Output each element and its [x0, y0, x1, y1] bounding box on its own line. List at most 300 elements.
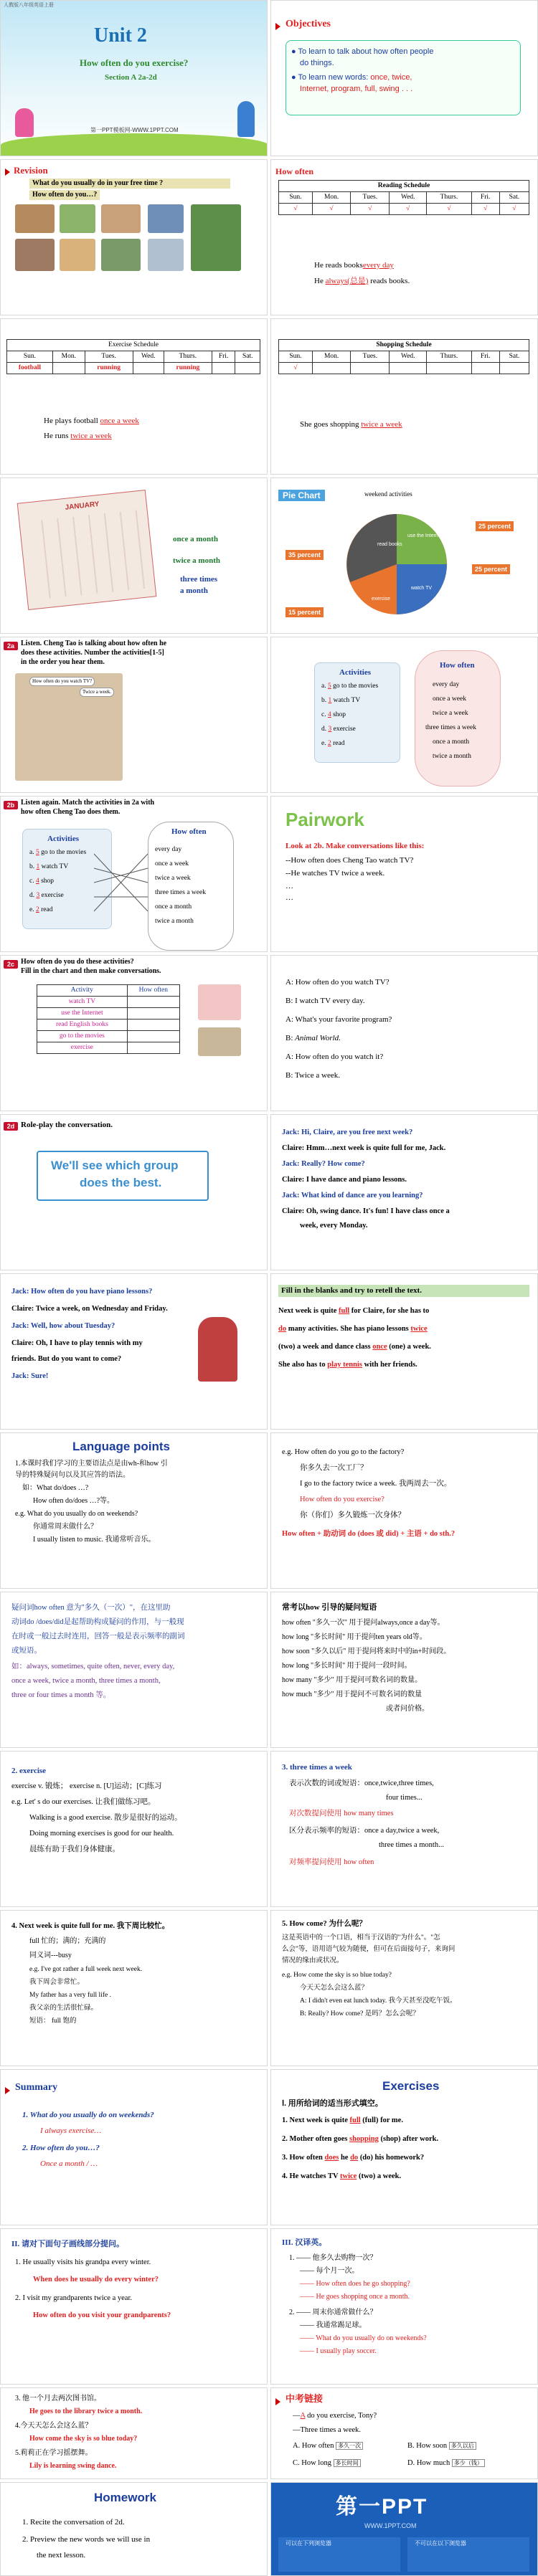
retell-text: many activities. She has piano lessons	[286, 1325, 411, 1333]
conv-l6: B: Twice a week.	[285, 1071, 341, 1080]
small-title: 人教版八年级英语上册	[4, 3, 54, 8]
dialog1-l7: week, every Monday.	[300, 1222, 368, 1230]
times-l4: 区分表示频率的短语：once a day,twice a week,	[289, 1827, 440, 1835]
conv-l1: A: How often do you watch TV?	[285, 978, 390, 987]
lang-l2: 导的特殊疑问句以及其应答的语法。	[15, 1471, 130, 1479]
activity-cell: use the Internet	[37, 1008, 128, 1020]
num-answer: 2	[327, 740, 331, 747]
mark-cell: √	[312, 204, 351, 215]
translate-l5: 2. —— 周末你通常做什么？	[289, 2309, 377, 2316]
translate2-l4: How come the sky is so blue today?	[29, 2435, 138, 2443]
howphr-l6: how much "多少" 用于提问不可数名词的数量	[282, 1691, 423, 1698]
zk-note: 多长时间	[334, 2459, 361, 2467]
activity-cell	[52, 363, 85, 374]
activity-cell: go to the movies	[37, 1031, 128, 1042]
task-number: 2a	[4, 642, 18, 650]
zk-option-a[interactable]: A. How often	[293, 2442, 334, 2450]
howcome-l3: 么会"等，语用语气较为随便，但可在后面接句子，来询问	[282, 1946, 456, 1953]
activity-item: watch TV	[333, 697, 361, 704]
num-answer: 5	[327, 683, 331, 690]
slide-2d	[0, 1114, 268, 1270]
slide-2b: 2b Listen again. Match the activities in 2a with how often Cheng Tao does them. Activities a. 5 go to the movies b. 1 watch TV c. 4 shop d. 3 exercise e. 2 read How often every day once a week twice a week three times a week once a month twice a month	[0, 796, 268, 952]
dancers-image	[198, 1317, 237, 1382]
slide-pairwork	[270, 796, 538, 952]
slide-revision	[0, 159, 268, 315]
cal-twice: twice a month	[173, 556, 220, 565]
exercise-line2-pre: He runs	[44, 432, 69, 440]
shopping-caption: Shopping Schedule	[279, 340, 529, 351]
slide-2c	[0, 955, 268, 1111]
task-number: 2d	[4, 1122, 18, 1131]
slide-how-phrases	[270, 1592, 538, 1748]
full-l6: My father has a very full life .	[29, 1992, 111, 1999]
pairwork-title: Pairwork	[285, 809, 364, 830]
num-answer: 3	[328, 726, 332, 733]
final-brand: 第一PPT	[336, 2495, 428, 2519]
zk-question: do you exercise, Tony?	[307, 2412, 377, 2420]
task2d-text: Role-play the conversation.	[21, 1121, 113, 1129]
mark-cell	[312, 363, 351, 374]
slide-reading-schedule	[270, 159, 538, 315]
slide-zhongkao	[270, 2387, 538, 2479]
pairwork-l4: …	[285, 882, 293, 890]
pie-label-exercise: exercise	[372, 597, 391, 602]
day-cell: Tues.	[85, 351, 133, 363]
dialog1-l1: Jack: Hi, Claire, are you free next week?	[282, 1128, 413, 1136]
retell-text: (two) a week and dance class	[278, 1343, 373, 1351]
dialog1-l5: Jack: What kind of dance are you learning?	[282, 1192, 423, 1199]
photo-reading	[15, 204, 55, 233]
slide-language-points	[0, 1432, 268, 1589]
ex2-l2: e.g. Let' s do our exercises. 让我们做练习吧。	[11, 1798, 156, 1806]
pie-pct-2: 25 percent	[472, 564, 510, 574]
conv-l2: B: I watch TV every day.	[285, 997, 365, 1005]
howcome-l6: 今天天怎么会这么蓝？	[300, 1985, 369, 1992]
lang2-l5: 你（你们）多久锻炼一次身体？	[300, 1511, 405, 1519]
answer-cell[interactable]	[127, 1042, 179, 1054]
photo-dance	[60, 239, 95, 271]
lang-title: Language points	[72, 1440, 170, 1453]
translate-l3: —— How often does he go shopping?	[300, 2280, 410, 2288]
full-l2: full 忙的；满的；充满的	[29, 1937, 106, 1945]
conv-l5: A: How often do you watch it?	[285, 1052, 384, 1061]
homework-l2: 2. Preview the new words we will use in	[22, 2535, 151, 2544]
answer-cell[interactable]	[127, 997, 179, 1008]
activity-item: exercise	[333, 726, 356, 733]
exercise-line1-answer: once a week	[100, 417, 139, 425]
exercise-text: (do) his homework?	[358, 2154, 425, 2162]
freq-item: once a week	[155, 860, 189, 868]
howcome-l5: e.g. How come the sky is so blue today?	[282, 1972, 392, 1979]
cal-month: a month	[180, 586, 208, 595]
day-cell: Wed.	[390, 192, 427, 204]
boy-figure	[237, 101, 255, 137]
mark-cell: √	[499, 204, 529, 215]
homework-title: Homework	[94, 2491, 156, 2504]
full-l1: 4. Next week is quite full for me. 我下周比较忙。	[11, 1922, 170, 1930]
revision-q2: How often do you…?	[29, 190, 100, 200]
ex2-l1: exercise v. 锻炼； exercise n. [U]运动；[C]练习	[11, 1782, 162, 1790]
exercise-caption: Exercise Schedule	[7, 340, 260, 351]
pie-label-read: read books	[377, 542, 402, 547]
mark-cell: √	[471, 204, 499, 215]
full-l8: 短语： full 饱的	[29, 2017, 77, 2025]
howoften-l3: 在时或一般过去时连用，回答一般是表示频率的副词	[11, 1632, 185, 1640]
reading-table	[278, 180, 529, 215]
task2a-line3: in the order you hear them.	[21, 658, 105, 666]
lang2-l4: How often do you exercise?	[300, 1496, 384, 1503]
howphr-l3: how soon "多久以后" 用于提问将来时中的in+时间段。	[282, 1648, 451, 1655]
howcome-l8: B: Really? How come? 是吗？怎么会呢？	[300, 2010, 420, 2017]
lang-l3: 如：What do/does …?	[22, 1484, 89, 1492]
photo-park	[101, 239, 141, 271]
full-l4: e.g. I've got rather a full week next week.	[29, 1966, 143, 1973]
ex2-l5: 晨练有助于我们身体健康。	[29, 1845, 120, 1853]
mark-cell	[427, 363, 471, 374]
reading-line2-pre: He	[314, 277, 326, 285]
lang-l1: 1.本课时我们学习的主要语法点是由wh-和how 引	[15, 1460, 168, 1468]
final-col1: 可以在下列浏览器	[285, 2540, 331, 2547]
lang-l6: 你通常周末做什么？	[33, 1523, 98, 1531]
zk-note: 多久一次	[336, 2442, 363, 2450]
freq-item: twice a month	[155, 918, 194, 925]
lang-l5: e.g. What do you usually do on weekends?	[15, 1510, 138, 1518]
slide-dialog2	[0, 1273, 268, 1430]
zk-note: 多少（钱）	[452, 2459, 485, 2467]
activity-cell: exercise	[37, 1042, 128, 1054]
howphr-l4: how long "多长时间" 用于提问一段时间。	[282, 1662, 412, 1670]
lang2-l3: I go to the factory twice a week. 我两周去一次。	[300, 1480, 452, 1488]
exercise-text: (shop) after work.	[378, 2135, 439, 2143]
shopping-line-pre: She goes shopping	[300, 420, 359, 429]
dialog1-l3: Jack: Really? How come?	[282, 1160, 365, 1168]
retell-answer: do	[278, 1325, 287, 1333]
homework-l3: the next lesson.	[37, 2551, 86, 2560]
activity-cell: running	[164, 363, 212, 374]
day-cell: Thurs.	[164, 351, 212, 363]
full-l7: 我父亲的生活很忙碌。	[29, 2005, 98, 2012]
mark-cell: √	[390, 204, 427, 215]
howphr-title: 常考以how 引导的疑问短语	[282, 1603, 377, 1612]
dialog2-l5: friends. But do you want to come?	[11, 1355, 122, 1363]
translate-l6: —— 我通常踢足球。	[300, 2321, 367, 2329]
activity-item: exercise	[41, 892, 64, 899]
howcome-l4: 情况的缘由或状况。	[282, 1957, 344, 1964]
howoften-l5: 如：always, sometimes, quite often, never, every day,	[11, 1663, 175, 1670]
day-cell: Tues.	[351, 192, 390, 204]
activity-item: shop	[333, 711, 346, 718]
lang-l4: How often do/does …?等。	[33, 1497, 115, 1505]
task-number: 2c	[4, 960, 18, 969]
dialog1-l6: Claire: Oh, swing dance. It's fun! I have class once a	[282, 1207, 450, 1215]
retell-text: She also has to	[278, 1361, 328, 1369]
pairwork-l1: Look at 2b. Make conversations like this:	[285, 842, 425, 850]
slide-final	[270, 2482, 538, 2576]
slide-calendar	[0, 477, 268, 634]
exercise-answer: do	[350, 2154, 359, 2162]
day-cell: Mon.	[312, 351, 351, 363]
reading-line2-post: reads books.	[368, 277, 410, 285]
activity-item: read	[333, 740, 345, 747]
reading-line2-answer: always(总是)	[325, 277, 369, 285]
answer-cell[interactable]	[127, 1008, 179, 1020]
summary-l4: Once a month / …	[40, 2159, 98, 2168]
col-howoften: How often	[127, 985, 179, 997]
exercise-text: 4. He watches TV	[282, 2172, 340, 2180]
translate-l1: 1. —— 他多久去购物一次？	[289, 2254, 377, 2262]
photo-football	[60, 204, 95, 233]
freq-item: twice a month	[433, 753, 471, 760]
cal-once: once a month	[173, 535, 218, 543]
calendar-month: JANUARY	[65, 500, 100, 512]
dialog2-l2: Claire: Twice a week, on Wednesday and Friday.	[11, 1305, 168, 1313]
activity-cell	[212, 363, 235, 374]
retell-text: Next week is quite	[278, 1307, 339, 1315]
rewrite-l3: 2. I visit my grandparents twice a year.	[15, 2294, 132, 2302]
exercise-text: 3. How often	[282, 2154, 325, 2162]
mark-cell: √	[279, 204, 313, 215]
slide-shopping-schedule	[270, 318, 538, 475]
howoften-l2: 动词do /does/did是起帮助构成疑问的作用，与一般现	[11, 1618, 184, 1626]
freq-item: once a month	[433, 738, 470, 746]
exercise-line2-answer: twice a week	[70, 432, 112, 440]
slide-translate	[270, 2228, 538, 2385]
shopping-line-answer: twice a week	[361, 420, 402, 429]
slide-piechart	[270, 477, 538, 634]
unit-heading: Unit 2	[94, 24, 147, 47]
slide-2c-conversation	[270, 955, 538, 1111]
slide-objectives: Objectives ● To learn to talk about how often people do things. ● To learn new words: once, twice, Internet, program, full, swing . . .	[270, 0, 538, 156]
translate2-l1: 3. 他一个月去两次图书馆。	[15, 2395, 101, 2402]
reading-caption: Reading Schedule	[279, 181, 529, 192]
dialog2-l6: Jack: Sure!	[11, 1372, 49, 1380]
exercise-answer: shopping	[349, 2135, 379, 2143]
day-cell: Sun.	[279, 351, 313, 363]
day-cell: Sat.	[499, 192, 529, 204]
answer-cell[interactable]	[127, 1031, 179, 1042]
col-howoften: How often	[171, 827, 207, 836]
slide-2a	[0, 637, 268, 793]
slide-howoften-usage	[0, 1592, 268, 1748]
pie-svg	[329, 500, 465, 629]
lang-l7: I usually listen to music. 我通常听音乐。	[33, 1536, 156, 1544]
activity-item: shop	[41, 878, 55, 885]
day-cell: Mon.	[52, 351, 85, 363]
day-cell: Fri.	[471, 351, 499, 363]
task2b-line2: how often Cheng Tao does them.	[21, 808, 121, 816]
photo-outdoor	[191, 204, 241, 271]
howphr-l7: 或者问价格。	[386, 1705, 429, 1713]
activity-cell: running	[85, 363, 133, 374]
translate2-l3: 4.今天天怎么会这么蓝？	[15, 2422, 93, 2430]
mark-cell: √	[427, 204, 471, 215]
rewrite-l1: 1. He usually visits his grandpa every winter.	[15, 2258, 151, 2266]
day-cell: Wed.	[390, 351, 427, 363]
slide-exercise-schedule	[0, 318, 268, 475]
objective-line4: Internet, program, full, swing . . .	[300, 85, 413, 93]
task2a-line1: Listen. Cheng Tao is talking about how often he	[21, 640, 167, 647]
howphr-l2: how long "多长时间" 用于提问ten years old等。	[282, 1633, 427, 1641]
lang2-l1: e.g. How often do you go to the factory?	[282, 1448, 405, 1456]
retell-answer: play tennis	[327, 1361, 362, 1369]
task2c-line1: How often do you do these activities?	[21, 958, 134, 966]
mark-cell: √	[351, 204, 390, 215]
pie-slice-internet	[397, 514, 447, 564]
slide-dialog1	[270, 1114, 538, 1270]
rewrite-title: II. 请对下面句子画线部分提问。	[11, 2240, 125, 2248]
slide-full	[0, 1910, 268, 2066]
mark-cell	[471, 363, 499, 374]
day-cell: Sun.	[279, 192, 313, 204]
times-title: 3. three times a week	[282, 1763, 352, 1772]
exercise-line1-pre: He plays football	[44, 417, 98, 425]
day-cell: Thurs.	[427, 351, 471, 363]
calendar-image	[17, 490, 157, 610]
pie-pct-4: 15 percent	[285, 607, 324, 617]
day-cell: Fri.	[471, 192, 499, 204]
exercises-sub: Ⅰ. 用所给词的适当形式填空。	[282, 2099, 383, 2108]
rewrite-l4: How often do you visit your grandparents?	[33, 2311, 171, 2319]
task2b-line1: Listen again. Match the activities in 2a with	[21, 799, 155, 807]
photo-computer	[148, 204, 184, 233]
day-cell: Fri.	[212, 351, 235, 363]
translate-l8: —— I usually play soccer.	[300, 2347, 377, 2355]
howoften-l4: 或短语。	[11, 1647, 42, 1655]
zk-dash: —	[293, 2412, 301, 2420]
girl-figure	[15, 108, 34, 137]
ex2-l4: Doing morning exercises is good for our health.	[29, 1830, 174, 1838]
slide-lang-howoften	[270, 1432, 538, 1589]
zk-note: 多久以后	[449, 2442, 476, 2450]
howcome-l1: 5. How come? 为什么呢？	[282, 1920, 367, 1928]
task2c-line2: Fill in the chart and then make conversations.	[21, 967, 161, 975]
section-label: Section A 2a-2d	[105, 73, 157, 82]
freq-item: once a week	[433, 695, 466, 703]
num-answer: 4	[327, 711, 331, 718]
clipart-books	[198, 1027, 241, 1056]
day-cell: Sat.	[499, 351, 529, 363]
answer-cell[interactable]	[127, 1020, 179, 1031]
num-answer: 5	[35, 849, 39, 856]
translate-title: III. 汉译英。	[282, 2238, 327, 2247]
exercise-text: 2. Mother often goes	[282, 2135, 349, 2143]
num-answer: 1	[36, 863, 40, 870]
task-number: 2b	[4, 801, 18, 809]
times-l6: 对频率提问使用 how often	[289, 1858, 374, 1866]
exercise-text: (full) for me.	[360, 2116, 403, 2124]
exercise-table	[6, 339, 260, 374]
freq-item: every day	[155, 846, 182, 853]
pie-pct-1: 25 percent	[476, 521, 514, 531]
exercise-answer: full	[349, 2116, 361, 2124]
dialog2-l4: Claire: Oh, I have to play tennis with my	[11, 1339, 143, 1347]
summary-l1: 1. What do you usually do on weekends?	[22, 2111, 154, 2119]
conv-l3: A: What's your favorite program?	[285, 1015, 392, 1024]
match-lines	[94, 847, 151, 926]
slide-retell	[270, 1273, 538, 1430]
slide-translate2	[0, 2387, 268, 2479]
group-line2: does the best.	[80, 1176, 162, 1189]
day-cell: Wed.	[133, 351, 164, 363]
dialog1-l4: Claire: I have dance and piano lessons.	[282, 1176, 407, 1184]
zk-option-b[interactable]: B. How soon	[407, 2442, 448, 2450]
retell-answer: twice	[410, 1325, 428, 1333]
freq-item: three times a week	[425, 724, 476, 731]
slide-homework	[0, 2482, 268, 2576]
rewrite-l2: When does he usually do every winter?	[33, 2276, 159, 2283]
speech-bubble: How often do you watch TV?	[29, 677, 95, 686]
pie-label-internet: use the Internet	[407, 533, 443, 538]
exercise-text: (two) a week.	[357, 2172, 402, 2180]
howcome-l7: A: I didn't even eat lunch today. 我今天甚至没吃午饭。	[300, 1997, 457, 2005]
pie-label-tv: watch TV	[411, 586, 433, 591]
mark-cell	[499, 363, 529, 374]
retell-text: for Claire, for she has to	[349, 1307, 430, 1315]
conv-l4-answer: Animal World.	[295, 1034, 341, 1042]
task2a-line2: does these activities. Number the activities[1-5]	[21, 649, 164, 657]
activity-cell	[133, 363, 164, 374]
day-cell: Thurs.	[427, 192, 471, 204]
exercise-answer: twice	[340, 2172, 357, 2180]
photo-tv	[15, 239, 55, 271]
slide-rewrite	[0, 2228, 268, 2385]
mark-cell	[351, 363, 390, 374]
freq-item: three times a week	[155, 889, 206, 896]
ex2-l3: Walking is a good exercise. 散步是很好的运动。	[29, 1814, 182, 1822]
lesson-title: How often do you exercise?	[80, 57, 189, 68]
shopping-table	[278, 339, 529, 374]
speech-bubble-reply: Twice a week.	[80, 688, 114, 697]
exercise-answer: does	[324, 2154, 339, 2162]
translate-l4: —— He goes shopping once a month.	[300, 2293, 410, 2301]
objective-line3-words: once, twice,	[370, 73, 412, 82]
ex2-title: 2. exercise	[11, 1767, 47, 1775]
activity-cell: read English books	[37, 1020, 128, 1031]
objective-line3-label: To learn new words:	[298, 73, 371, 82]
conv-l4-label: B:	[285, 1034, 296, 1042]
lang2-formula: How often + 助动词 do (does 或 did) + 主语 + do sth.?	[282, 1530, 456, 1538]
exercises-title: Exercises	[382, 2079, 440, 2093]
activity-item: read	[41, 906, 53, 913]
objective-line1: To learn to talk about how often people	[298, 47, 434, 56]
zk-option-d[interactable]: D. How much	[407, 2459, 450, 2467]
zk-q2: —Three times a week.	[293, 2426, 362, 2434]
piechart-label: Pie Chart	[278, 490, 325, 501]
lang2-l2: 你多久去一次工厂？	[300, 1464, 368, 1472]
zk-option-c[interactable]: C. How long	[293, 2459, 331, 2467]
howphr-l1: how often "多久一次" 用于提问always,once a day等。	[282, 1619, 445, 1627]
translate2-l6: Lily is learning swing dance.	[29, 2462, 117, 2470]
freq-item: every day	[433, 681, 460, 688]
pairwork-l5: …	[285, 893, 293, 902]
slide-summary	[0, 2069, 268, 2225]
activity-item: go to the movies	[333, 683, 379, 690]
summary-l2: I always exercise…	[40, 2126, 102, 2135]
retell-answer: once	[372, 1343, 387, 1351]
zhongkao-title: 中考链接	[285, 2393, 324, 2404]
group-line1: We'll see which group	[51, 1159, 179, 1172]
howoften-l6: once a week, twice a month, three times a month,	[11, 1677, 161, 1685]
col-activity: Activity	[37, 985, 128, 997]
num-answer: 4	[35, 878, 39, 885]
objective-line2: do things.	[300, 59, 334, 67]
retell-answer: full	[339, 1307, 350, 1315]
activity-cell	[235, 363, 260, 374]
cal-three: three times	[180, 575, 218, 584]
clipart-bag	[198, 984, 241, 1020]
summary-title: Summary	[15, 2082, 58, 2093]
retell-text: with her friends.	[362, 1361, 417, 1369]
